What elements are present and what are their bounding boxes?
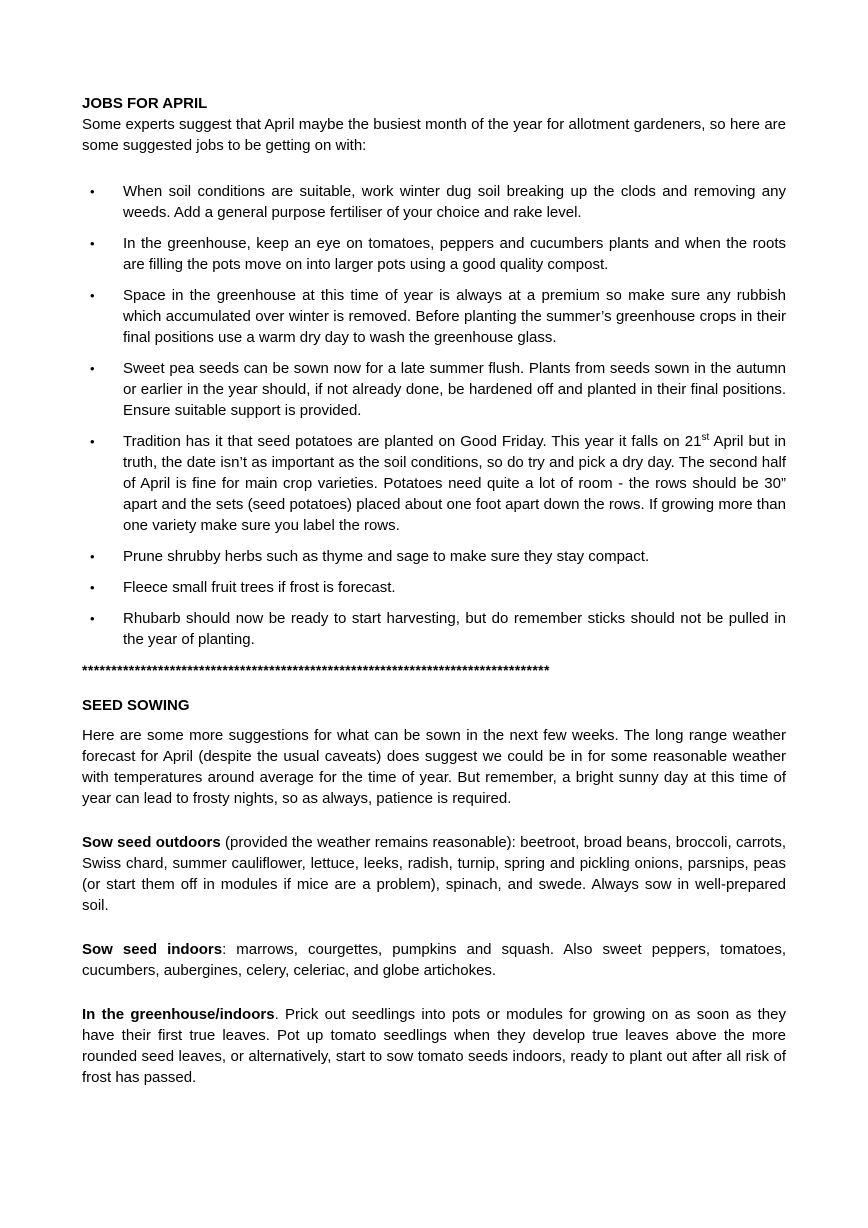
paragraph-text: . Prick out seedlings into pots or modules for growing on as soon as they have their first true leaves. Pot up tomato seedlings when they develop true leaves above the more rounded seed leaves, or alternatively, start to sow tomato seeds indoors, ready to plant out after all risk of frost has passed. (82, 1006, 786, 1086)
list-item-text: In the greenhouse, keep an eye on tomatoes, peppers and cucumbers plants and when the roots are filling the pots move on into larger pots using a good quality compost. (123, 235, 786, 273)
paragraph-lead: In the greenhouse/indoors (82, 1006, 275, 1023)
jobs-intro: Some experts suggest that April maybe the busiest month of the year for allotment gardeners, so here are some suggested jobs to be getting on with: (82, 116, 786, 154)
list-item-text: Prune shrubby herbs such as thyme and sage to make sure they stay compact. (123, 548, 650, 565)
jobs-heading: JOBS FOR APRIL (82, 95, 208, 112)
paragraph-text: (provided the weather remains reasonable): beetroot, broad beans, broccoli, carrots, Swiss chard, summer cauliflower, lettuce, leeks, radish, turnip, spring and pickling onions, parsnips, peas (or start them off in modules if mice are a problem), spinach, and swede. Always sow in well-prepared soil. (82, 834, 786, 914)
bullet-icon: • (90, 288, 95, 303)
paragraph (82, 939, 786, 981)
paragraph-lead: Sow seed outdoors (82, 834, 221, 851)
paragraph (82, 832, 786, 916)
list-item (82, 181, 786, 223)
bullet-icon: • (90, 611, 95, 626)
list-item (82, 608, 786, 650)
list-item (82, 546, 786, 567)
bullet-icon: • (90, 549, 95, 564)
seed-heading: SEED SOWING (82, 697, 190, 714)
bullet-icon: • (90, 184, 95, 199)
list-item (82, 358, 786, 421)
seed-intro: Here are some more suggestions for what can be sown in the next few weeks. The long range weather forecast for April (despite the usual caveats) does suggest we could be in for some reasonable weather with temperatures around average for the time of year. But remember, a bright sunny day at this time of year can lead to frosty nights, so as always, patience is required. (82, 727, 786, 807)
list-item-text: April but in truth, the date isn’t as important as the soil conditions, so do try and pick a dry day. The second half of April is fine for main crop varieties. Potatoes need quite a lot of room - the rows should be 30” apart and the sets (seed potatoes) placed about one foot apart down the rows. If growing more than one variety make sure you label the rows. (123, 433, 786, 534)
bullet-icon: • (90, 236, 95, 251)
bullet-icon: • (90, 580, 95, 595)
paragraph-text: : marrows, courgettes, pumpkins and squash. Also sweet peppers, tomatoes, cucumbers, aubergines, celery, celeriac, and globe artichokes. (82, 941, 786, 979)
paragraph-lead: Sow seed indoors (82, 941, 223, 958)
asterisk-divider: ******************************************************************************** (82, 662, 550, 678)
list-item (82, 577, 786, 598)
bullet-icon: • (90, 361, 95, 376)
jobs-bullet-list (82, 181, 786, 650)
list-item-text: Space in the greenhouse at this time of year is always at a premium so make sure any rubbish which accumulated over winter is removed. Before planting the summer’s greenhouse crops in their final positions use a warm dry day to wash the greenhouse glass. (123, 287, 786, 346)
list-item-text: Tradition has it that seed potatoes are planted on Good Friday. This year it falls on 21 (123, 433, 702, 450)
bullet-icon: • (90, 434, 95, 449)
ordinal-suffix: st (701, 432, 710, 443)
list-item (82, 431, 786, 536)
paragraph (82, 1004, 786, 1088)
list-item-text: Fleece small fruit trees if frost is forecast. (123, 579, 396, 596)
list-item-text: When soil conditions are suitable, work winter dug soil breaking up the clods and removing any weeds. Add a general purpose fertiliser of your choice and rake level. (123, 183, 786, 221)
list-item (82, 285, 786, 348)
list-item-text: Rhubarb should now be ready to start harvesting, but do remember sticks should not be pulled in the year of planting. (123, 610, 786, 648)
list-item (82, 233, 786, 275)
list-item-text: Sweet pea seeds can be sown now for a late summer flush. Plants from seeds sown in the autumn or earlier in the year should, if not already done, be hardened off and planted in their final positions. Ensure suitable support is provided. (123, 360, 786, 419)
